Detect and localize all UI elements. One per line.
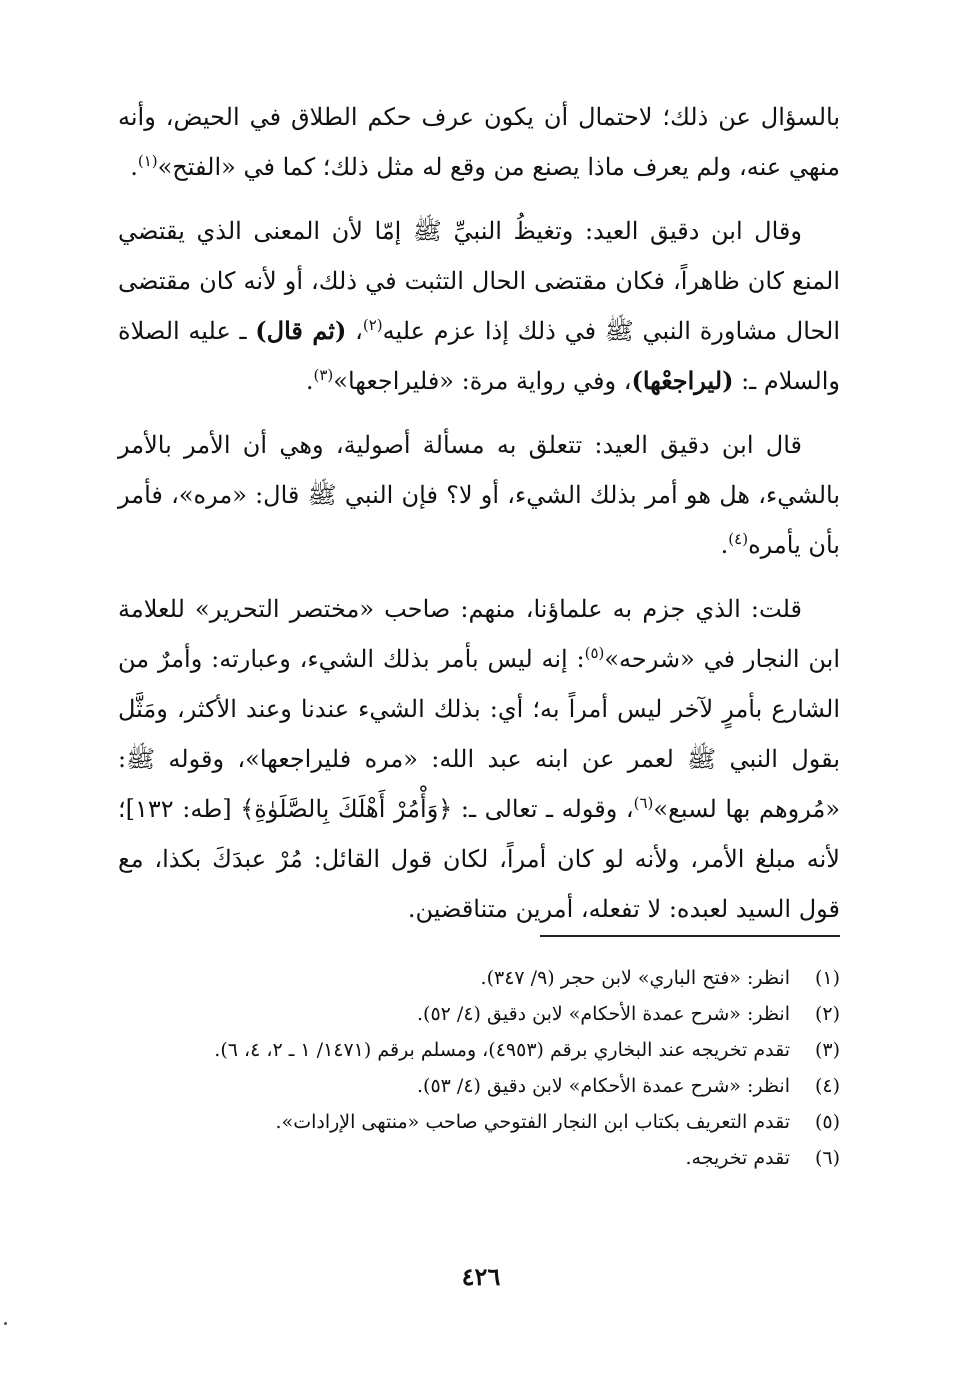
footnote-reference: (٥) (584, 644, 605, 662)
quoted-phrase: (ثم قال) (255, 316, 347, 345)
footnote (118, 960, 840, 996)
quoted-phrase: (ليراجعْها) (631, 366, 734, 395)
paragraph (118, 420, 840, 570)
footnote (118, 1068, 840, 1104)
footnote-reference: (٤) (728, 530, 749, 548)
footnote (118, 1104, 840, 1140)
footnote-reference: (٢) (362, 316, 383, 334)
text-run: ، (346, 317, 363, 345)
footnote-reference: (٦) (633, 794, 654, 812)
footnote-text: انظر: «شرح عمدة الأحكام» لابن دقيق (٤/ ٥٢). (416, 1003, 790, 1025)
text-run: . (720, 531, 729, 559)
footnote-text: تقدم التعريف بكتاب ابن النجار الفتوحي صاحب «منتهى الإرادات». (275, 1111, 790, 1133)
text-run: قال ابن دقيق العيد: تتعلق به مسألة أصولية، وهي أن الأمر بالأمر بالشيء، هل هو أمر بذلك الشيء، أو لا؟ فإن النبي ﷺ قال: «مره»، فأمر بأن يأمره (118, 431, 840, 559)
scan-speck (4, 1322, 7, 1325)
footnote-separator (540, 935, 840, 937)
footnote-reference: (١) (137, 152, 158, 170)
footnote-text: انظر: «شرح عمدة الأحكام» لابن دقيق (٤/ ٥٣). (416, 1075, 790, 1097)
text-run: قلت: الذي جزم به علماؤنا، منهم: صاحب «مختصر التحرير» للعلامة ابن النجار في «شرحه» (118, 595, 840, 673)
text-run: : إنه ليس بأمر بذلك الشيء، وعبارته: وأمرٌ من الشارع بأمرٍ لآخر ليس أمراً به؛ أي: بذلك الشيء عندنا وعند الأكثر، ومَثَّل بقول النبي ﷺ لعمر عن ابنه عبد الله: «مره فليراجعها»، وقوله ﷺ: «مُروهم بها لسبع» (118, 645, 840, 823)
text-run: . (305, 367, 314, 395)
text-run: بالسؤال عن ذلك؛ لاحتمال أن يكون عرف حكم الطلاق في الحيض، وأنه منهي عنه، ولم يعرف ماذا يصنع من وقع له مثل ذلك؛ كما في «الفتح» (118, 103, 840, 181)
footnote-number: (٦) (814, 1147, 840, 1169)
footnote-number: (٤) (814, 1075, 840, 1097)
footnote-reference: (٣) (313, 366, 334, 384)
footnote (118, 1032, 840, 1068)
footnote-text: تقدم تخريجه عند البخاري برقم (٤٩٥٣)، ومسلم برقم (١٤٧١/ ١ ـ ٢، ٤، ٦). (214, 1039, 790, 1061)
footnote-number: (٣) (814, 1039, 840, 1061)
text-run: وقال ابن دقيق العيد: وتغيظُ النبيِّ ﷺ إمّا لأن المعنى الذي يقتضي المنع كان ظاهراً، فكان مقتضى الحال التثبت في ذلك، أو لأنه كان مقتضى الحال مشاورة النبي ﷺ في ذلك إذا عزم عليه (118, 217, 840, 345)
main-text (118, 92, 840, 948)
footnotes-list (118, 960, 840, 1176)
footnote-number: (٢) (814, 1003, 840, 1025)
footnote-text: تقدم تخريجه. (685, 1147, 790, 1169)
paragraph (118, 206, 840, 406)
footnote-number: (٥) (814, 1111, 840, 1133)
text-run: ، وقوله ـ تعالى ـ: ﴿وَأْمُرْ أَهْلَكَ بِالصَّلَوٰةِ﴾ [طه: ١٣٢]؛ لأنه مبلغ الأمر، ولأنه لو كان أمراً، لكان قول القائل: مُرْ عبدَكَ بكذا، مع قول السيد لعبده: لا تفعله، أمرين متناقضين. (118, 795, 840, 923)
footnote (118, 1140, 840, 1176)
paragraph (118, 92, 840, 192)
footnote-number: (١) (814, 967, 840, 989)
text-run: . (130, 153, 138, 181)
text-run: ـ عليه الصلاة والسلام ـ: (118, 317, 840, 395)
text-run: ، وفي رواية مرة: «فليراجعها» (333, 367, 632, 395)
paragraph (118, 584, 840, 934)
page-number: ٤٢٦ (461, 1262, 501, 1291)
footnote-text: انظر: «فتح الباري» لابن حجر (٩/ ٣٤٧). (480, 967, 790, 989)
footnote (118, 996, 840, 1032)
